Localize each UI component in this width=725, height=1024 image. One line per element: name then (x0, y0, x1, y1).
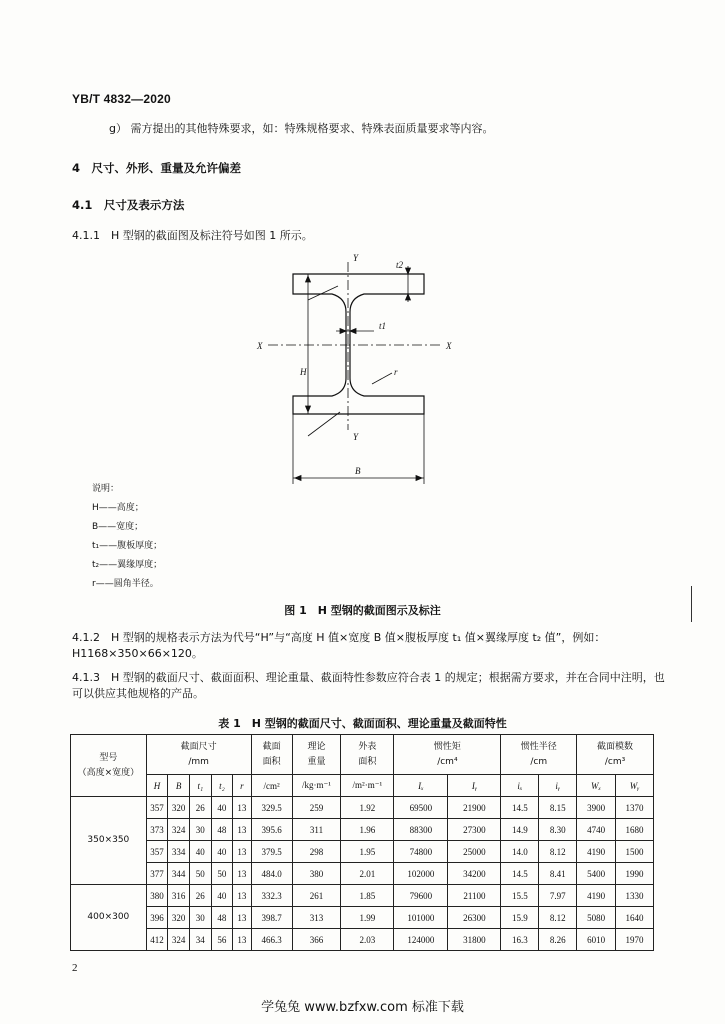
figure-legend (92, 480, 162, 594)
th-radius: 惯性半径 /cm (501, 735, 577, 775)
th-sym: Iᵧ (448, 775, 501, 797)
table-cell: 34200 (448, 863, 501, 885)
th-inertia: 惯性矩 /cm⁴ (394, 735, 501, 775)
label-y-top: Y (353, 253, 359, 263)
table-cell: 21900 (448, 797, 501, 819)
h-beam-section-figure (250, 252, 470, 492)
table-cell: 15.9 (501, 907, 539, 929)
table-cell: 1.99 (341, 907, 394, 929)
table-cell: 124000 (394, 929, 448, 951)
table-row (71, 929, 654, 951)
para-4-1-2: 4.1.2 H 型钢的规格表示方法为代号“H”与“高度 H 值×宽度 B 值×腹板厚度 t₁ 值×翼缘厚度 t₂ 值”，例如：H1168×350×66×120。 (72, 631, 606, 660)
table-cell: 2.01 (341, 863, 394, 885)
label-t1: t1 (379, 321, 387, 331)
page-number: 2 (72, 962, 78, 974)
table-cell: 395.6 (251, 819, 292, 841)
table-cell: 320 (168, 797, 190, 819)
table-cell: 40 (211, 841, 233, 863)
table-cell: 26300 (448, 907, 501, 929)
table-cell: 380 (292, 863, 341, 885)
th-sym: t₁ (189, 775, 211, 797)
table-cell: 21100 (448, 885, 501, 907)
th-sym: Wᵧ (616, 775, 654, 797)
table-cell: 30 (189, 907, 211, 929)
table-cell: 101000 (394, 907, 448, 929)
legend-item: t₁——腹板厚度； (92, 541, 163, 551)
th-unit: /kg·m⁻¹ (292, 775, 341, 797)
table-row (71, 907, 654, 929)
table-cell: 1640 (616, 907, 654, 929)
section-properties-table (70, 734, 654, 951)
label-r: r (394, 367, 398, 377)
th-surface: 外表 面积 (341, 735, 394, 775)
table-cell: 1990 (616, 863, 654, 885)
table-cell: 1680 (616, 819, 654, 841)
table-caption: 表 1 H 型钢的截面尺寸、截面面积、理论重量及截面特性 (218, 717, 507, 730)
table-cell: 14.0 (501, 841, 539, 863)
table-cell: 74800 (394, 841, 448, 863)
table-cell: 380 (146, 885, 168, 907)
model-cell: 400×300 (71, 885, 147, 951)
legend-item: t₂——翼缘厚度； (92, 560, 163, 570)
table-cell: 366 (292, 929, 341, 951)
table-cell: 7.97 (539, 885, 577, 907)
table-cell: 1330 (616, 885, 654, 907)
table-cell: 48 (211, 819, 233, 841)
table-cell: 40 (211, 797, 233, 819)
table-cell: 377 (146, 863, 168, 885)
table-cell: 13 (233, 929, 251, 951)
section-4-heading: 4 尺寸、外形、重量及允许偏差 (72, 161, 241, 175)
model-cell: 350×350 (71, 797, 147, 885)
label-t2: t2 (396, 260, 404, 270)
table-cell: 1.85 (341, 885, 394, 907)
table-cell: 4740 (577, 819, 616, 841)
table-cell: 334 (168, 841, 190, 863)
table-row (71, 797, 654, 819)
table-cell: 8.15 (539, 797, 577, 819)
th-sym: iᵧ (539, 775, 577, 797)
table-cell: 2.03 (341, 929, 394, 951)
table-cell: 69500 (394, 797, 448, 819)
margin-mark (691, 586, 692, 622)
table-cell: 466.3 (251, 929, 292, 951)
table-cell: 48 (211, 907, 233, 929)
table-cell: 1.92 (341, 797, 394, 819)
th-sym: B (168, 775, 190, 797)
th-weight: 理论 重量 (292, 735, 341, 775)
footer-watermark: 学兔兔 www.bzfxw.com 标准下载 (261, 1000, 464, 1015)
table-cell: 102000 (394, 863, 448, 885)
table-cell: 88300 (394, 819, 448, 841)
table-cell: 412 (146, 929, 168, 951)
label-x-right: X (446, 341, 452, 351)
th-modulus: 截面模数 /cm³ (577, 735, 654, 775)
table-cell: 30 (189, 819, 211, 841)
table-cell: 379.5 (251, 841, 292, 863)
th-sym: Wₓ (577, 775, 616, 797)
item-g: g） 需方提出的其他特殊要求，如：特殊规格要求、特殊表面质量要求等内容。 (109, 122, 494, 135)
table-cell: 14.5 (501, 863, 539, 885)
table-cell: 332.3 (251, 885, 292, 907)
figure-caption: 图 1 H 型钢的截面图示及标注 (284, 604, 441, 617)
table-cell: 5080 (577, 907, 616, 929)
table-cell: 8.12 (539, 841, 577, 863)
table-cell: 26 (189, 885, 211, 907)
th-sym: iₓ (501, 775, 539, 797)
table-cell: 13 (233, 885, 251, 907)
table-cell: 8.41 (539, 863, 577, 885)
para-4-1-1: 4.1.1 H 型钢的截面图及标注符号如图 1 所示。 (72, 229, 313, 242)
table-cell: 14.9 (501, 819, 539, 841)
table-cell: 16.3 (501, 929, 539, 951)
table-cell: 259 (292, 797, 341, 819)
th-sym: r (233, 775, 251, 797)
table-cell: 484.0 (251, 863, 292, 885)
table-cell: 25000 (448, 841, 501, 863)
table-cell: 13 (233, 841, 251, 863)
table-cell: 8.30 (539, 819, 577, 841)
table-cell: 1500 (616, 841, 654, 863)
table-cell: 3900 (577, 797, 616, 819)
table-cell: 344 (168, 863, 190, 885)
legend-item: r——圆角半径。 (92, 579, 159, 589)
table-cell: 398.7 (251, 907, 292, 929)
label-x-left: X (257, 341, 263, 351)
table-cell: 316 (168, 885, 190, 907)
table-cell: 13 (233, 863, 251, 885)
table-row (71, 841, 654, 863)
table-cell: 8.12 (539, 907, 577, 929)
table-cell: 1970 (616, 929, 654, 951)
section-4-1-heading: 4.1 尺寸及表示方法 (72, 198, 185, 212)
table-cell: 1.95 (341, 841, 394, 863)
table-cell: 261 (292, 885, 341, 907)
table-cell: 50 (211, 863, 233, 885)
table-cell: 373 (146, 819, 168, 841)
table-cell: 26 (189, 797, 211, 819)
table-cell: 14.5 (501, 797, 539, 819)
table-cell: 5400 (577, 863, 616, 885)
table-cell: 1.96 (341, 819, 394, 841)
table-cell: 313 (292, 907, 341, 929)
th-area: 截面 面积 (251, 735, 292, 775)
table-cell: 298 (292, 841, 341, 863)
label-b: B (355, 466, 361, 476)
table-cell: 15.5 (501, 885, 539, 907)
legend-item: H——高度； (92, 503, 144, 513)
standard-number: YB/T 4832—2020 (72, 92, 171, 106)
th-dims: 截面尺寸 /mm (146, 735, 251, 775)
table-cell: 4190 (577, 841, 616, 863)
table-cell: 34 (189, 929, 211, 951)
table-cell: 320 (168, 907, 190, 929)
table-cell: 50 (189, 863, 211, 885)
table-cell: 79600 (394, 885, 448, 907)
table-cell: 324 (168, 929, 190, 951)
table-cell: 324 (168, 819, 190, 841)
table-cell: 13 (233, 907, 251, 929)
table-cell: 56 (211, 929, 233, 951)
th-sym: t₂ (211, 775, 233, 797)
table-cell: 6010 (577, 929, 616, 951)
table-cell: 1370 (616, 797, 654, 819)
th-unit: /m²·m⁻¹ (341, 775, 394, 797)
table-cell: 396 (146, 907, 168, 929)
label-h: H (300, 367, 307, 377)
table-row (71, 819, 654, 841)
table-cell: 4190 (577, 885, 616, 907)
th-sym: Iₓ (394, 775, 448, 797)
table-cell: 27300 (448, 819, 501, 841)
table-cell: 13 (233, 819, 251, 841)
table-cell: 13 (233, 797, 251, 819)
table-row (71, 885, 654, 907)
th-unit: /cm² (251, 775, 292, 797)
table-cell: 40 (211, 885, 233, 907)
table-cell: 31800 (448, 929, 501, 951)
legend-item: B——宽度； (92, 522, 144, 532)
th-sym: H (146, 775, 168, 797)
para-4-1-3: 4.1.3 H 型钢的截面尺寸、截面面积、理论重量、截面特性参数应符合表 1 的规定；根据需方要求，并在合同中注明，也可以供应其他规格的产品。 (72, 671, 665, 700)
table-cell: 8.26 (539, 929, 577, 951)
table-cell: 357 (146, 797, 168, 819)
label-y-bottom: Y (353, 432, 359, 442)
table-cell: 40 (189, 841, 211, 863)
th-model: 型号 （高度×宽度） (71, 735, 147, 797)
table-cell: 329.5 (251, 797, 292, 819)
legend-title: 说明： (92, 484, 120, 494)
table-cell: 357 (146, 841, 168, 863)
table-row (71, 863, 654, 885)
table-cell: 311 (292, 819, 341, 841)
